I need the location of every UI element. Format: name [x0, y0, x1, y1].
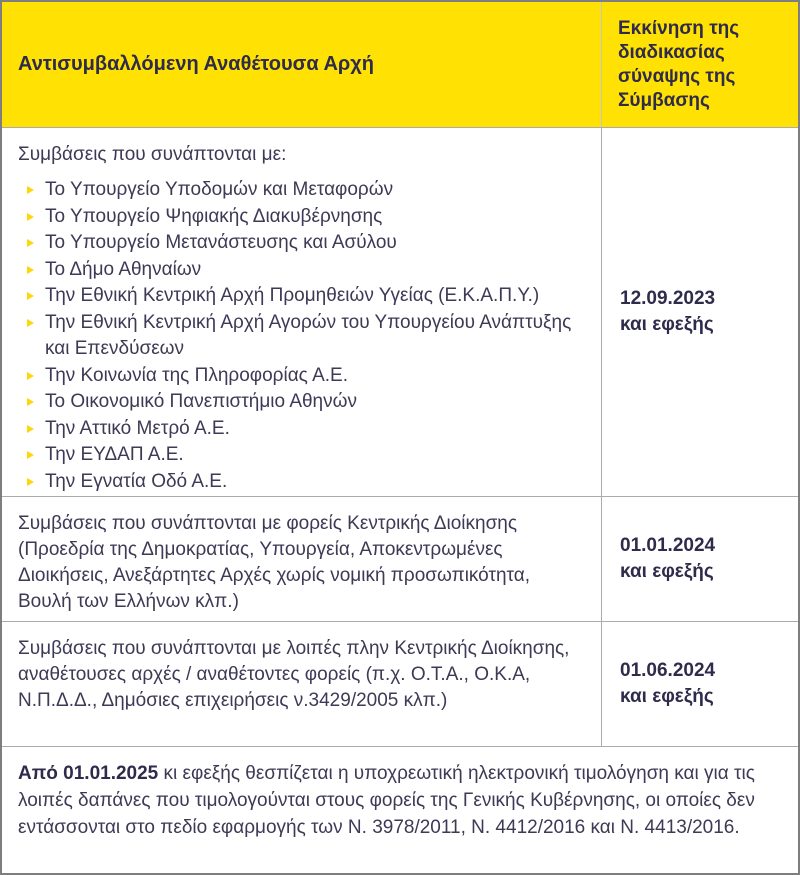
start-date-suffix: και εφεξής: [620, 686, 714, 707]
list-item-text: Το Υπουργείο Μετανάστευσης και Ασύλου: [45, 232, 397, 253]
table-row: [2, 622, 798, 747]
list-item: [18, 389, 585, 416]
list-item: [18, 442, 585, 469]
list-item-text: Την Κοινωνία της Πληροφορίας Α.Ε.: [45, 364, 348, 386]
start-date-suffix: και εφεξής: [620, 561, 714, 582]
start-date-value: 12.09.2023: [620, 288, 716, 309]
list-item-text: Το Υπουργείο Ψηφιακής Διακυβέρνησης: [45, 205, 383, 227]
bullet-triangle-icon: [27, 425, 34, 433]
bullet-triangle-icon: [27, 478, 34, 486]
list-item: [18, 363, 585, 390]
list-item: [18, 204, 585, 231]
list-item-text: Το Υπουργείο Υποδομών και Μεταφορών: [45, 179, 394, 200]
table-header-row: [2, 2, 798, 128]
list-item: [18, 469, 585, 496]
authority-cell: [2, 497, 602, 621]
footer-note: [2, 747, 798, 841]
start-date-value: 01.01.2024: [620, 535, 716, 556]
list-item-text: Την ΕΥΔΑΠ Α.Ε.: [45, 444, 184, 465]
table-row: [2, 128, 798, 497]
row1-intro-text: Συμβάσεις που συνάπτονται με:: [18, 144, 287, 165]
bullet-triangle-icon: [27, 398, 34, 406]
row3-text: Συμβάσεις που συνάπτονται με λοιπές πλην Κεντρικής Διοίκησης, αναθέτουσες αρχές / αναθέτοντες φορείς (π.χ. Ο.Τ.Α., Ο.Κ.Α, Ν.Π.Δ.Δ., Δημόσιες επιχειρήσεις ν.3429/2005 κλπ.): [18, 638, 570, 711]
bullet-triangle-icon: [27, 319, 34, 327]
list-item-text: Την Εγνατία Οδό Α.Ε.: [45, 470, 228, 492]
row2-text: Συμβάσεις που συνάπτονται με φορείς Κεντρικής Διοίκησης (Προεδρία της Δημοκρατίας, Υπουργεία, Αποκεντρωμένες Διοικήσεις, Ανεξάρτητες Αρχές χωρίς νομική προσωπικότητα, Βουλή των Ελλήνων κλπ.): [18, 513, 531, 612]
bullet-triangle-icon: [27, 372, 34, 380]
list-item-text: Την Εθνική Κεντρική Αρχή Προμηθειών Υγείας (Ε.Κ.Α.Π.Υ.): [45, 285, 540, 306]
authority-cell: [2, 622, 602, 746]
bullet-triangle-icon: [27, 266, 34, 274]
bullet-triangle-icon: [27, 186, 34, 194]
list-item: [18, 230, 585, 257]
table-row: [2, 497, 798, 622]
start-date-cell: [602, 128, 798, 496]
list-item: [18, 283, 585, 310]
list-item-text: Το Δήμο Αθηναίων: [45, 258, 202, 280]
footer-note-text: κι εφεξής θεσπίζεται η υποχρεωτική ηλεκτρονική τιμολόγηση και για τις λοιπές δαπάνες που τιμολογούνται στους φορείς της Γενικής Κυβέρνησης, οι οποίες δεν εντάσσονται στο πεδίο εφαρμογής των Ν. 3978/2011, Ν. 4412/2016 και Ν. 4413/2016.: [18, 763, 755, 838]
header-authority-label: Αντισυμβαλλόμενη Αναθέτουσα Αρχή: [18, 53, 374, 75]
list-item: [18, 257, 585, 284]
list-item: [18, 177, 585, 204]
list-item-text: Την Αττικό Μετρό Α.Ε.: [45, 417, 230, 439]
list-item-text: Το Οικονομικό Πανεπιστήμιο Αθηνών: [45, 391, 357, 412]
authority-cell: [2, 128, 602, 496]
header-cell-authority: [2, 2, 602, 127]
list-item: [18, 310, 585, 363]
header-cell-start-date: [602, 2, 798, 127]
start-date-cell: [602, 622, 798, 746]
footer-bold-date: Από 01.01.2025: [18, 763, 159, 784]
header-start-date-label: Εκκίνηση της διαδικασίας σύναψης της Σύμβασης: [618, 18, 740, 111]
list-item: [18, 416, 585, 443]
bullet-triangle-icon: [27, 451, 34, 459]
start-date-cell: [602, 497, 798, 621]
contracting-authorities-list: [18, 177, 585, 495]
list-item-text: Την Εθνική Κεντρική Αρχή Αγορών του Υπουργείου Ανάπτυξης και Επενδύσεων: [45, 311, 572, 359]
bullet-triangle-icon: [27, 239, 34, 247]
start-date-value: 01.06.2024: [620, 660, 716, 681]
bullet-triangle-icon: [27, 292, 34, 300]
bullet-triangle-icon: [27, 213, 34, 221]
start-date-suffix: και εφεξής: [620, 314, 714, 335]
